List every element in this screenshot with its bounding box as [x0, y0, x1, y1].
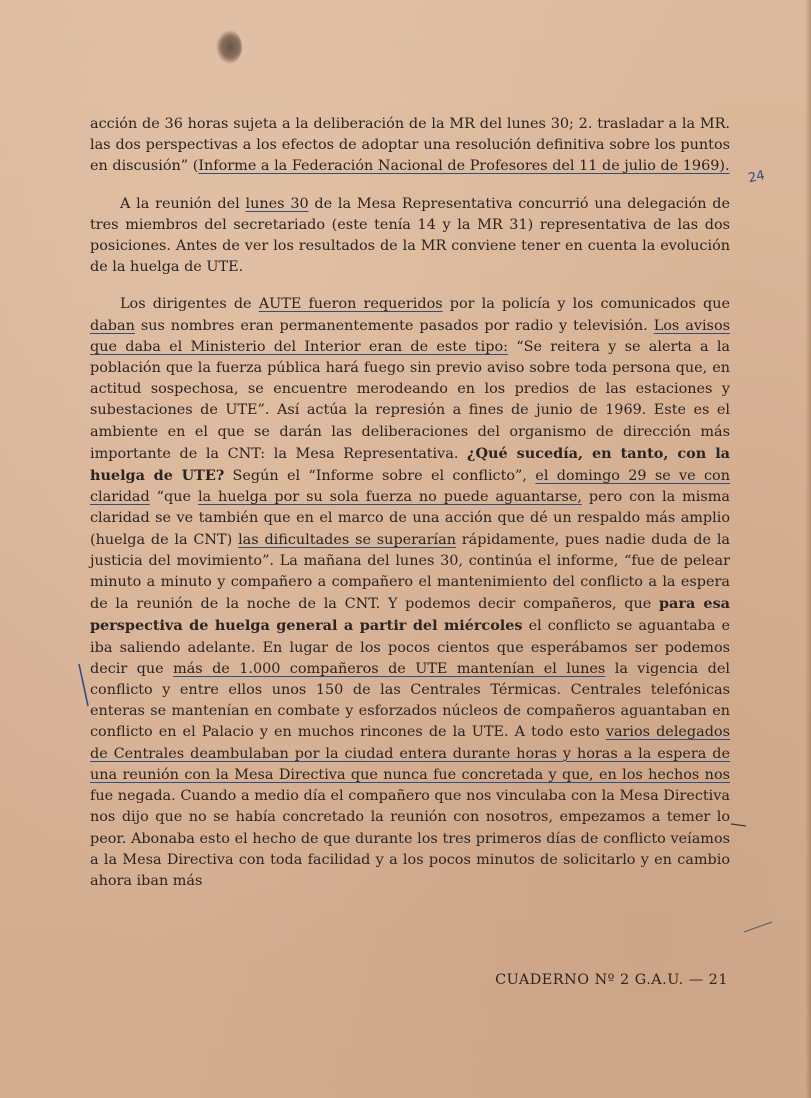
underlined-text: Informe a la Federación Nacional de Profesores del 11 de julio de 1969). [198, 158, 730, 175]
body-text [90, 114, 730, 892]
text-run: acción de 36 horas sujeta a la deliberación de la MR del lunes 30; 2. trasladar a la MR. las dos perspectivas a los efectos de adoptar una resolución definitiva sobre los puntos en discusión” ( [90, 116, 730, 175]
text-run: “que [149, 489, 198, 506]
text-run: sus nombres eran permanentemente pasados por radio y televisión. [134, 317, 654, 334]
binding-hole [216, 30, 242, 64]
underlined-text: daban [90, 317, 135, 334]
margin-stroke [744, 922, 772, 932]
underlined-text: varios delegados de Centrales deambulaban por la ciudad entera durante horas y horas a la espera de una reunión con la Mesa Directiva que nunca fue concretada y que, en los hechos nos [90, 724, 730, 783]
paragraph [90, 114, 730, 178]
text-run: fue negada. Cuando a medio día el compañero que nos vinculaba con la Mesa Directiva nos dijo que no se había concretado la reunión con nosotros, empezamos a temer lo peor. Abonaba esto el hecho de que durante los tres primeros días de conflicto veíamos a la Mesa Directiva con toda facilidad y a los pocos minutos de solicitarlo y en cambio ahora iban más [90, 788, 730, 889]
underlined-text: las dificultades se superarían [238, 531, 456, 548]
text-run: “Se reitera y se alerta a la población que la fuerza pública hará fuego sin previo aviso sobre toda persona que, en actitud sospechosa, se encuentre merodeando en los predios de las estaciones y subestaciones de UTE”. Así actúa la represión a fines de junio de 1969. Este es el ambiente en el que se darán las deliberaciones del organismo de dirección más importante de la CNT: la Mesa Representativa. [90, 338, 731, 462]
page-footer: CUADERNO Nº 2 G.A.U. — 21 [495, 972, 728, 988]
text-run: A la reunión del [120, 195, 246, 212]
page-edge-shadow [805, 0, 811, 1098]
text-run: la vigencia del conflicto y entre ellos unos 150 de las Centrales Térmicas. Centrales telefónicas enteras se mantenían en combate y esforzados núcleos de compañeros aguantaban en conflicto en el Palacio y en muchos rincones de la UTE. A todo esto [90, 660, 730, 741]
text-run: por la policía y los comunicados que [442, 296, 730, 313]
underlined-text: AUTE fueron requeridos [258, 296, 443, 313]
underlined-text: el domingo 29 se ve con claridad [90, 468, 730, 506]
underlined-text: más de 1.000 compañeros de UTE mantenían el lunes [173, 660, 606, 677]
text-run: de la Mesa Representativa concurrió una delegación de tres miembros del secretariado (este tenía 14 y la MR 31) representativa de las dos posiciones. Antes de ver los resultados de la MR conviene tener en cuenta la evolución de la huelga de UTE. [90, 195, 731, 276]
text-run: pero con la misma claridad se ve también que en el marco de una acción que dé un respaldo más amplio (huelga de la CNT) [90, 489, 731, 548]
paragraph [90, 294, 730, 892]
text-run: rápidamente, pues nadie duda de la justicia del movimiento”. La mañana del lunes 30, continúa el informe, “fue de pelear minuto a minuto y compañero a compañero el mantenimiento del conflicto a la espera de la reunión de la noche de la CNT. Y podemos decir compañeros, que [90, 531, 730, 613]
margin-tick [731, 824, 746, 826]
underlined-text: lunes 30 [245, 195, 309, 212]
paragraph [90, 194, 730, 279]
bold-text: ¿Qué sucedía, en tanto, con la huelga de UTE? [90, 444, 731, 485]
text-run: Los dirigentes de [120, 296, 259, 313]
underlined-text: la huelga por su sola fuerza no puede aguantarse, [197, 489, 583, 506]
margin-note: 24 [746, 168, 767, 187]
bold-text: para esa perspectiva de huelga general a partir del miércoles [90, 595, 730, 635]
text-run: Según el “Informe sobre el conflicto”, [224, 468, 536, 485]
text-run: el conflicto se aguantaba e iba saliendo adelante. En lugar de los pocos cientos que esperábamos ser podemos decir que [90, 618, 730, 677]
underlined-text: Los avisos que daba el Ministerio del Interior eran de este tipo: [90, 317, 730, 355]
margin-bracket [79, 664, 88, 706]
